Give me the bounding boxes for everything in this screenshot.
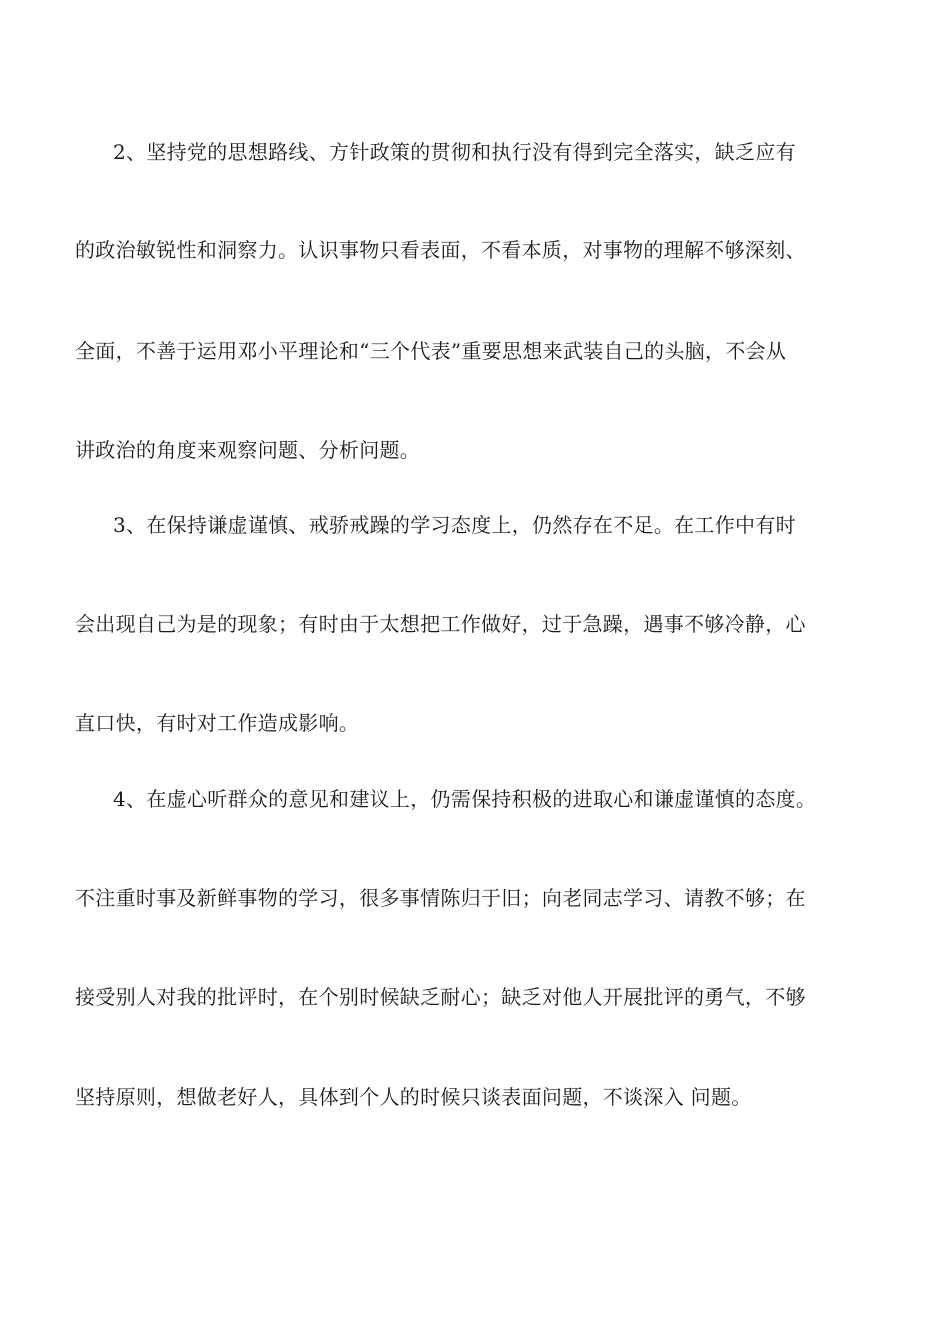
paragraph-3-line-1: 3、在保持谦虚谨慎、戒骄戒躁的学习态度上，仍然存在不足。在工作中有时 [113, 513, 796, 537]
paragraph-2-line-2: 的政治敏锐性和洞察力。认识事物只看表面，不看本质，对事物的理解不够深刻、 [75, 238, 806, 262]
paragraph-4-line-4: 坚持原则，想做老好人，具体到个人的时候只谈表面问题，不谈深入 问题。 [75, 1085, 752, 1109]
paragraph-3-line-2: 会出现自己为是的现象；有时由于太想把工作做好，过于急躁，遇事不够冷静，心 [75, 612, 806, 636]
paragraph-2-line-1: 2、坚持党的思想路线、方针政策的贯彻和执行没有得到完全落实，缺乏应有 [113, 140, 796, 164]
paragraph-4-line-3: 接受别人对我的批评时，在个别时候缺乏耐心；缺乏对他人开展批评的勇气，不够 [75, 985, 806, 1009]
paragraph-2-line-3: 全面，不善于运用邓小平理论和“三个代表”重要思想来武装自己的头脑，不会从 [75, 339, 787, 363]
paragraph-2-line-4: 讲政治的角度来观察问题、分析问题。 [75, 438, 421, 462]
paragraph-4-line-2: 不注重时事及新鲜事物的学习，很多事情陈归于旧；向老同志学习、请教不够；在 [75, 886, 806, 910]
paragraph-3-line-3: 直口快，有时对工作造成影响。 [75, 711, 360, 735]
paragraph-4-line-1: 4、在虚心听群众的意见和建议上，仍需保持积极的进取心和谦虚谨慎的态度。 [113, 787, 817, 811]
